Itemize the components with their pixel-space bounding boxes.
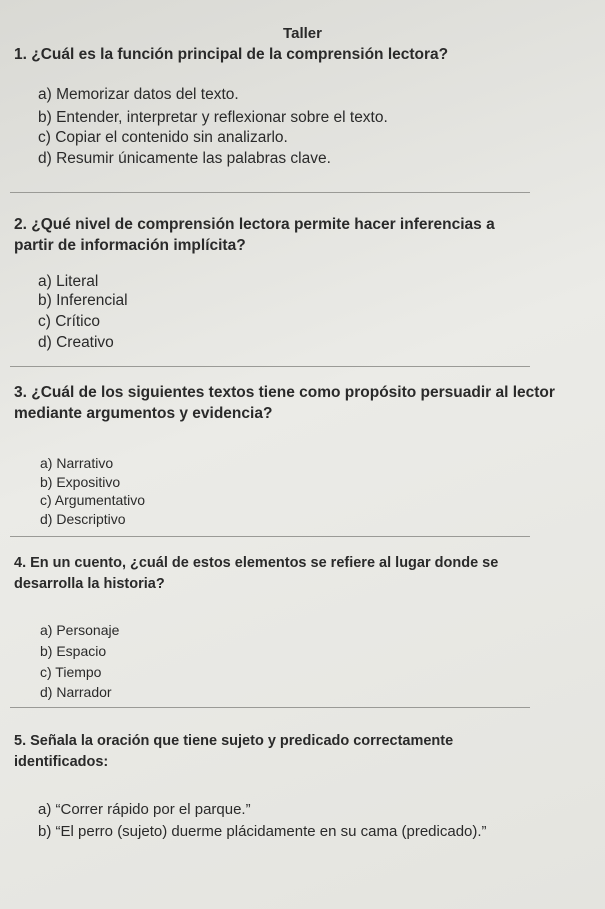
question-4 — [14, 553, 534, 595]
answer-line — [10, 192, 530, 193]
question-5 — [14, 731, 534, 773]
question-3-option-a: a) Narrativo — [40, 455, 114, 471]
question-2-text: ¿Qué nivel de comprensión lectora permite hacer inferencias a partir de información implícita? — [14, 216, 495, 254]
question-3-option-d: d) Descriptivo — [40, 511, 126, 527]
answer-line — [10, 536, 530, 537]
question-2-option-c: c) Crítico — [38, 313, 100, 330]
question-4-option-b: b) Espacio — [40, 643, 107, 659]
question-3-number: 3. — [14, 384, 27, 401]
question-3-option-b: b) Expositivo — [40, 474, 121, 490]
question-4-text: En un cuento, ¿cuál de estos elementos se refiere al lugar donde se desarrolla la historia? — [14, 555, 499, 592]
answer-line — [10, 366, 530, 367]
question-1-option-c: c) Copiar el contenido sin analizarlo. — [38, 129, 288, 146]
question-3-text: ¿Cuál de los siguientes textos tiene como propósito persuadir al lector mediante argumentos y evidencia? — [14, 384, 555, 422]
question-1-option-d: d) Resumir únicamente las palabras clave. — [38, 150, 331, 167]
question-2-option-a: a) Literal — [38, 273, 99, 290]
question-1-text: ¿Cuál es la función principal de la comprensión lectora? — [31, 46, 449, 63]
question-4-option-d: d) Narrador — [40, 684, 112, 700]
question-2 — [14, 214, 534, 256]
question-4-number: 4. — [14, 555, 27, 571]
question-5-option-a: a) “Correr rápido por el parque.” — [38, 801, 251, 818]
question-4-option-c: c) Tiempo — [40, 664, 102, 680]
question-3 — [14, 382, 574, 424]
answer-line — [10, 707, 530, 708]
question-3-option-c: c) Argumentativo — [40, 492, 146, 508]
question-1-option-b: b) Entender, interpretar y reflexionar sobre el texto. — [38, 109, 388, 126]
question-1-number: 1. — [14, 46, 27, 63]
question-5-number: 5. — [14, 733, 27, 749]
question-5-option-b: b) “El perro (sujeto) duerme plácidamente en su cama (predicado).” — [38, 823, 487, 840]
question-4-option-a: a) Personaje — [40, 622, 120, 638]
question-1 — [14, 44, 484, 65]
worksheet-title: Taller — [283, 25, 322, 42]
question-5-text: Señala la oración que tiene sujeto y predicado correctamente identificados: — [14, 733, 454, 770]
question-2-option-b: b) Inferencial — [38, 292, 128, 309]
question-2-option-d: d) Creativo — [38, 334, 114, 351]
question-2-number: 2. — [14, 216, 27, 233]
question-1-option-a: a) Memorizar datos del texto. — [38, 86, 239, 103]
